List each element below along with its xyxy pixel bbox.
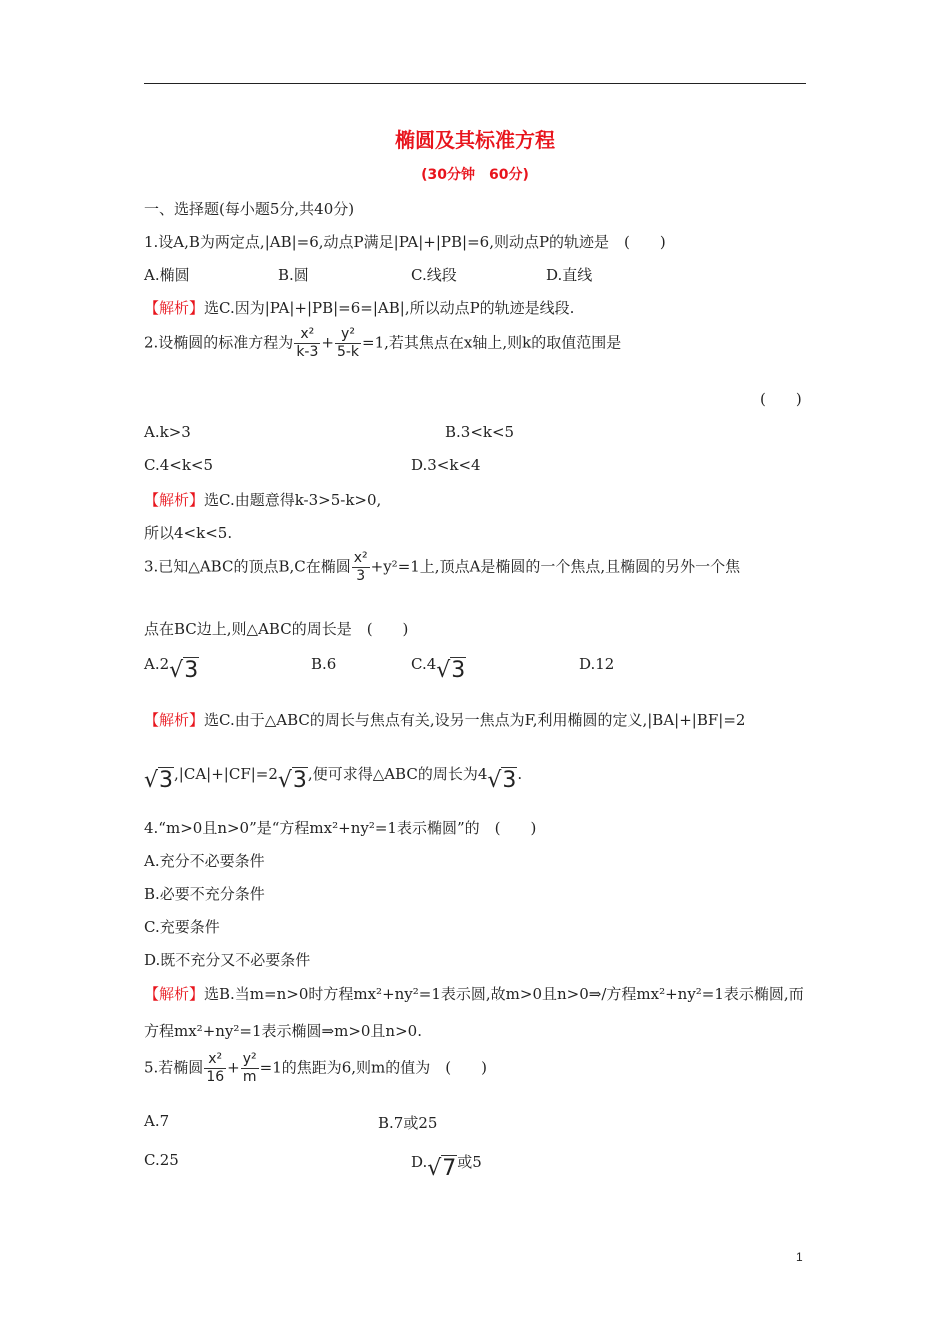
q5-option-d-pre: D.: [411, 1153, 428, 1171]
q2-option-c: C.4<k<5: [144, 456, 214, 474]
q3-option-d: D.12: [579, 655, 615, 673]
q3-solution-text: 选C.由于△ABC的周长与焦点有关,设另一焦点为F,利用椭圆的定义,|BA|+|BF|=2: [204, 711, 746, 729]
q1-solution-text: 选C.因为|PA|+|PB|=6=|AB|,所以动点P的轨迹是线段.: [204, 299, 575, 317]
q2-option-a: A.k>3: [144, 423, 191, 441]
q1-option-a: A.椭圆: [144, 266, 190, 284]
fraction-numerator: x²: [353, 550, 368, 566]
q4-solution-line2: 方程mx²+ny²=1表示椭圆⇒m>0且n>0.: [144, 1022, 422, 1040]
q2-fraction-1: [294, 326, 320, 361]
fraction-numerator: x²: [294, 326, 320, 344]
radicand: 3: [184, 658, 199, 683]
q4-option-d: D.既不充分又不必要条件: [144, 951, 311, 969]
radicand: 3: [159, 768, 174, 793]
fraction-numerator: y²: [335, 326, 361, 344]
q4-stem: 4.“m>0且n>0”是“方程mx²+ny²=1表示椭圆”的 ( ): [144, 819, 537, 837]
q3-stem-pre: 3.已知△ABC的顶点B,C在椭圆: [144, 557, 351, 576]
fraction-numerator: y²: [242, 1051, 257, 1067]
q3-stem-line2: 点在BC边上,则△ABC的周长是 ( ): [144, 620, 409, 638]
q5-stem-post: =1的焦距为6,则m的值为 ( ): [259, 1058, 487, 1077]
q2-solution-text: 选C.由题意得k-3>5-k>0,: [204, 491, 382, 509]
sqrt-symbol: √3: [144, 768, 174, 793]
q2-fraction-2: [335, 326, 361, 361]
q2-option-b: B.3<k<5: [445, 423, 515, 441]
radicand: 3: [502, 768, 517, 793]
q2-stem-pre: 2.设椭圆的标准方程为: [144, 333, 294, 352]
fraction-denominator: 3: [356, 568, 366, 584]
q2-option-d: D.3<k<4: [411, 456, 481, 474]
q3-option-b: B.6: [311, 655, 337, 673]
plus-sign: +: [227, 1058, 240, 1077]
plus-sign: +: [321, 333, 334, 352]
fraction-denominator: k-3: [296, 344, 319, 360]
q4-option-b: B.必要不充分条件: [144, 885, 265, 903]
fraction-denominator: m: [242, 1069, 257, 1085]
sqrt-symbol: √3: [277, 768, 307, 793]
fraction-numerator: x²: [204, 1051, 226, 1069]
fraction-denominator: 5-k: [336, 344, 360, 360]
q5-fraction-1: [204, 1051, 226, 1086]
solution-tag: 【解析】: [144, 491, 205, 509]
section-heading: 一、选择题(每小题5分,共40分): [144, 200, 355, 218]
sqrt-symbol: √3: [436, 658, 466, 683]
radicand: 3: [292, 768, 307, 793]
q4-solution: [144, 983, 804, 1004]
solution-tag: 【解析】: [144, 299, 205, 317]
q3-solution-part-b: ,便可求得△ABC的周长为4: [307, 765, 488, 783]
q3-solution: [144, 709, 745, 730]
q3-solution-part-c: .: [517, 765, 523, 783]
q5-option-c: C.25: [144, 1151, 179, 1169]
q4-option-a: A.充分不必要条件: [144, 852, 265, 870]
q3-stem: [144, 550, 740, 585]
q5-option-a: A.7: [144, 1112, 170, 1130]
sqrt-symbol: √7: [427, 1156, 457, 1181]
q1-option-d: D.直线: [546, 266, 593, 284]
q5-option-d-post: 或5: [457, 1153, 482, 1171]
q2-stem: [144, 326, 621, 361]
fraction-denominator: 16: [206, 1069, 225, 1085]
solution-tag: 【解析】: [144, 711, 205, 729]
radicand: 7: [442, 1156, 457, 1181]
q2-solution-line2: 所以4<k<5.: [144, 524, 233, 542]
page-number: 1: [796, 1250, 803, 1264]
q3-solution-line2: [144, 763, 522, 793]
sqrt-symbol: √3: [487, 768, 517, 793]
solution-tag: 【解析】: [144, 985, 205, 1003]
page-subtitle: (30分钟 60分): [421, 167, 529, 183]
q5-fraction-2: [241, 1051, 259, 1086]
radicand: 3: [451, 658, 466, 683]
q5-stem-pre: 5.若椭圆: [144, 1058, 204, 1077]
q3-option-c-text: C.4: [411, 655, 437, 673]
q3-option-a: [144, 655, 199, 683]
q1-option-b: B.圆: [278, 266, 309, 284]
sqrt-symbol: √3: [169, 658, 199, 683]
q5-option-d: [411, 1151, 482, 1181]
q3-option-a-text: A.2: [144, 655, 170, 673]
q2-stem-post: =1,若其焦点在x轴上,则k的取值范围是: [362, 333, 622, 352]
q1-stem: 1.设A,B为两定点,|AB|=6,动点P满足|PA|+|PB|=6,则动点P的轨迹是 ( ): [144, 233, 666, 251]
q4-option-c: C.充要条件: [144, 918, 220, 936]
q1-solution: [144, 297, 574, 318]
header-rule: [144, 83, 806, 84]
q2-solution: [144, 489, 381, 510]
q2-answer-paren: ( ): [760, 390, 802, 408]
q3-stem-post: +y²=1上,顶点A是椭圆的一个焦点,且椭圆的另外一个焦: [370, 557, 741, 576]
page-title: 椭圆及其标准方程: [395, 128, 555, 152]
q3-option-c: [411, 655, 466, 683]
q3-fraction: [352, 550, 370, 585]
q1-option-c: C.线段: [411, 266, 457, 284]
q4-solution-text: 选B.当m=n>0时方程mx²+ny²=1表示圆,故m>0且n>0⇒/方程mx²+ny²=1表示椭圆,而: [204, 985, 804, 1003]
q5-stem: [144, 1051, 487, 1086]
q5-option-b: B.7或25: [378, 1114, 438, 1132]
q3-solution-part-a: ,|CA|+|CF|=2: [174, 765, 278, 783]
